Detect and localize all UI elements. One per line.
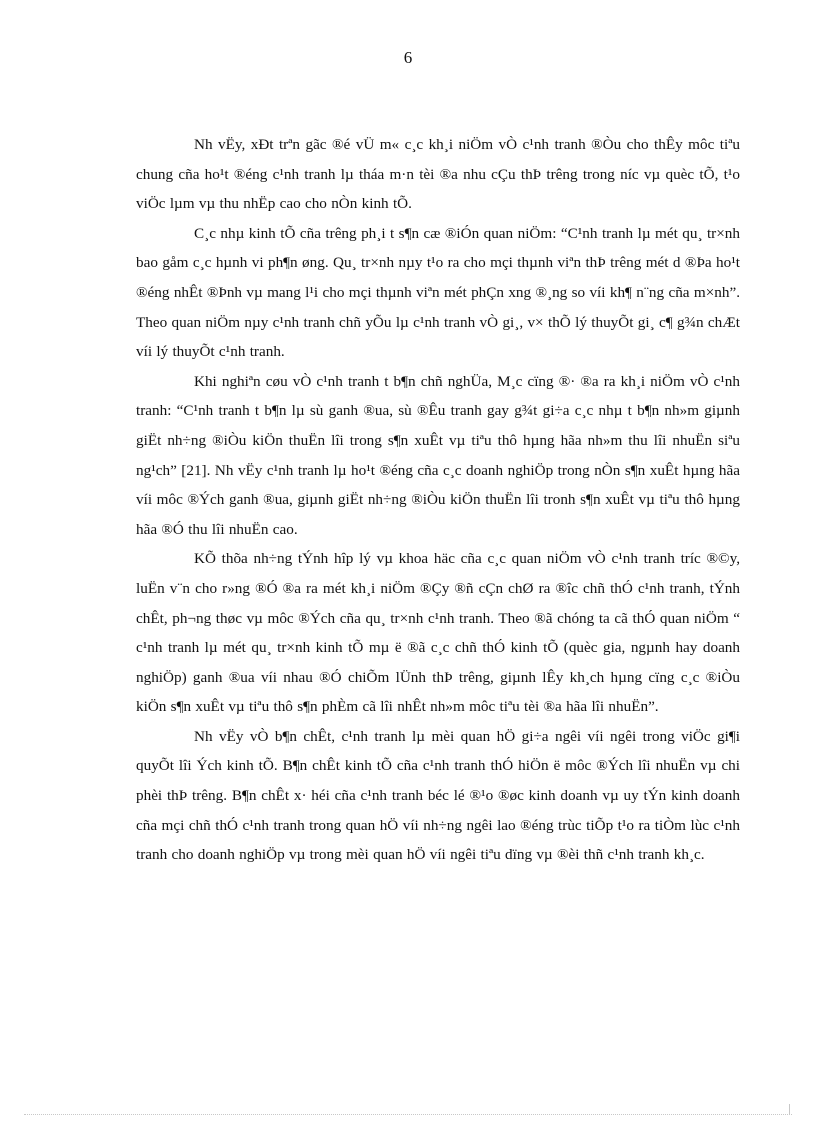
paragraph-2: C¸c nhµ kinh tÕ cña trêng ph¸i t s¶n cæ ®iÓn quan niÖm: “C¹nh tranh lµ mét qu¸ tr×nh bao gåm c¸c hµnh vi ph¶n øng. Qu¸ tr×nh nµy t¹o ra cho mçi thµnh viªn thÞ trêng mét d ®Þa ho¹t ®éng nhÊt ®Þnh vµ mang l¹i cho mçi thµnh viªn mét phÇn xng ®¸ng so víi kh¶ n¨ng cña m×nh”. Theo quan niÖm nµy c¹nh tranh chñ yÕu lµ c¹nh tranh vÒ gi¸, v× thÕ lý thuyÕt gi¸ c¶ g¾n chÆt víi lý thuyÕt c¹nh tranh. <box>136 224 740 361</box>
paragraph-5: Nh vËy vÒ b¶n chÊt, c¹nh tranh lµ mèi quan hÖ gi÷a ngêi víi ngêi trong viÖc gi¶i quyÕt lîi Ých kinh tÕ. B¶n chÊt kinh tÕ cña c¹nh tranh thÓ hiÖn ë môc ®Ých lîi nhuËn vµ chi phèi thÞ trêng. B¶n chÊt x· héi cña c¹nh tranh béc lé ®¹o ®øc kinh doanh vµ uy tÝn kinh doanh cña mçi chñ thÓ c¹nh tranh trong quan hÖ víi nh÷ng ngêi lao ®éng trùc tiÕp t¹o ra tiÒm lùc c¹nh tranh cho doanh nghiÖp vµ trong mèi quan hÖ víi ngêi tiªu dïng vµ ®èi thñ c¹nh tranh kh¸c. <box>136 727 740 864</box>
page-number: 6 <box>403 48 413 67</box>
paragraph-3: Khi nghiªn cøu vÒ c¹nh tranh t b¶n chñ nghÜa, M¸c cïng ®· ®a ra kh¸i niÖm vÒ c¹nh tranh: “C¹nh tranh t b¶n lµ sù ganh ®ua, sù ®Êu tranh gay g¾t gi÷a c¸c nhµ t b¶n nh»m giµnh giËt nh÷ng ®iÒu kiÖn thuËn lîi trong s¶n xuÊt vµ tiªu thô hµng hãa nh»m thu lîi nhuËn siªu ng¹ch” [21]. Nh vËy c¹nh tranh lµ ho¹t ®éng cña c¸c doanh nghiÖp trong nÒn s¶n xuÊt hµng hãa víi môc ®Ých ganh ®ua, giµnh giËt nh÷ng ®iÒu kiÖn thuËn lîi tronh s¶n xuÊt vµ tiªu thô hµng hãa ®Ó thu lîi nhuËn cao. <box>136 372 740 538</box>
page-corner-mark <box>789 1104 790 1114</box>
paragraph-4: KÕ thõa nh÷ng tÝnh hîp lý vµ khoa häc cña c¸c quan niÖm vÒ c¹nh tranh tríc ®©y, luËn v¨n cho r»ng ®Ó ®a ra mét kh¸i niÖm ®Çy ®ñ cÇn chØ ra ®îc chñ thÓ c¹nh tranh, tÝnh chÊt, ph¬ng thøc vµ môc ®Ých cña qu¸ tr×nh c¹nh tranh. Theo ®ã chóng ta cã thÓ quan niÖm “ c¹nh tranh lµ mét qu¸ tr×nh kinh tÕ mµ ë ®ã c¸c chñ thÓ kinh tÕ (quèc gia, ngµnh hay doanh nghiÖp) ganh ®ua víi nhau ®Ó chiÕm lÜnh thÞ trêng, giµnh lÊy kh¸ch hµng cïng c¸c ®iÒu kiÖn s¶n xuÊt vµ tiªu thô s¶n phÈm cã lîi nhÊt nh»m môc tiªu tèi ®a hãa lîi nhuËn”. <box>136 550 740 716</box>
paragraph-1: Nh vËy, xÐt trªn gãc ®é vÜ m« c¸c kh¸i niÖm vÒ c¹nh tranh ®Òu cho thÊy môc tiªu chung cña ho¹t ®éng c¹nh tranh lµ tháa m·n tèi ®a nhu cÇu thÞ trêng trong níc vµ quèc tÕ, t¹o viÖc lµm vµ thu nhËp cao cho nÒn kinh tÕ. <box>136 136 740 213</box>
page-bottom-border <box>24 1114 792 1115</box>
document-body <box>136 130 740 870</box>
